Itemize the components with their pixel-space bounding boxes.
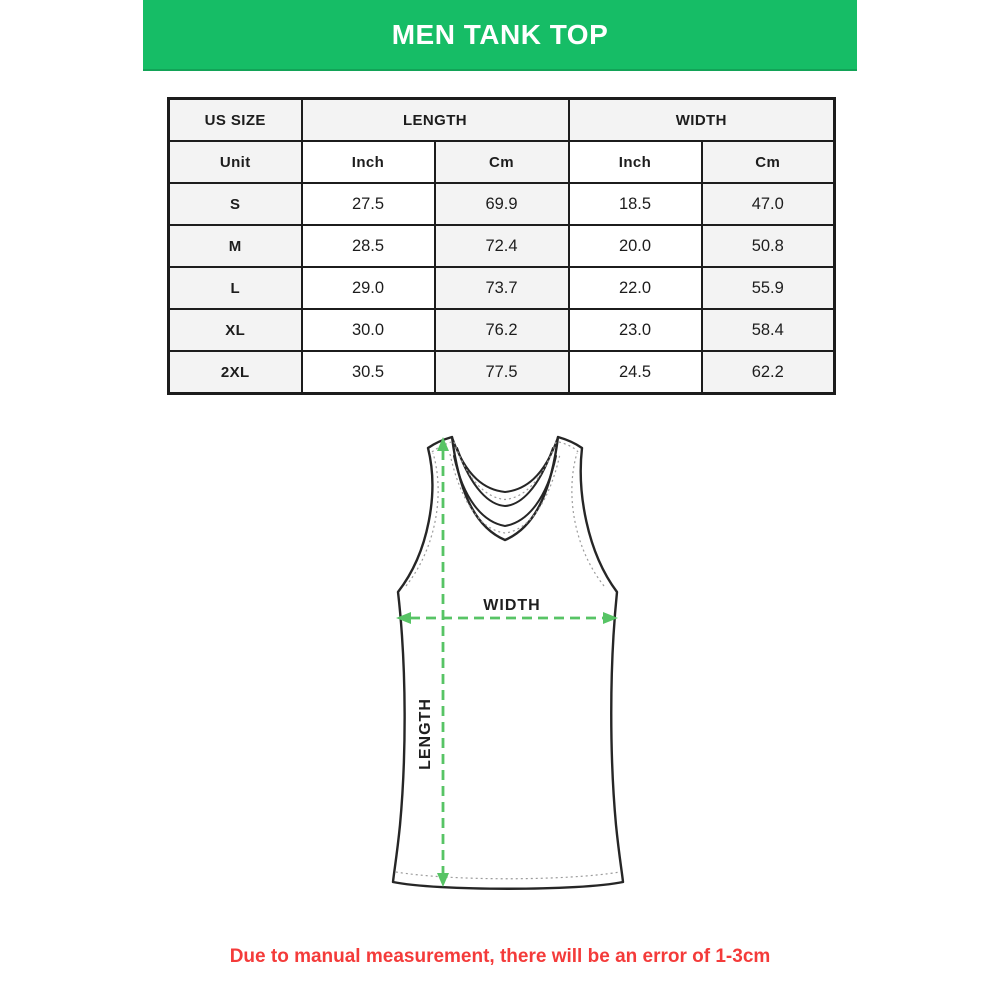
width-cm-cell: 47.0 [702,183,835,225]
length-inch-header: Inch [302,141,435,183]
size-cell: 2XL [169,351,302,394]
width-inch-cell: 20.0 [569,225,702,267]
size-cell: S [169,183,302,225]
table-row [169,183,835,225]
size-cell: L [169,267,302,309]
width-inch-header: Inch [569,141,702,183]
title-banner [143,0,857,71]
length-inch-cell: 30.5 [302,351,435,394]
table-row [169,225,835,267]
width-cm-cell: 50.8 [702,225,835,267]
width-inch-cell: 18.5 [569,183,702,225]
length-label: LENGTH [417,698,434,770]
length-cm-cell: 76.2 [435,309,569,351]
width-cm-cell: 62.2 [702,351,835,394]
length-cm-header: Cm [435,141,569,183]
table-row [169,309,835,351]
width-inch-cell: 23.0 [569,309,702,351]
unit-header: Unit [169,141,302,183]
length-inch-cell: 28.5 [302,225,435,267]
length-inch-cell: 30.0 [302,309,435,351]
size-cell: M [169,225,302,267]
width-cm-cell: 58.4 [702,309,835,351]
length-cm-cell: 73.7 [435,267,569,309]
length-cm-cell: 72.4 [435,225,569,267]
length-cm-cell: 69.9 [435,183,569,225]
length-header: LENGTH [302,99,569,142]
size-chart-table [167,97,836,395]
length-cm-cell: 77.5 [435,351,569,394]
measurement-disclaimer: Due to manual measurement, there will be an error of 1-3cm [229,946,771,967]
width-cm-header: Cm [702,141,835,183]
size-cell: XL [169,309,302,351]
width-cm-cell: 55.9 [702,267,835,309]
table-unit-row [169,141,835,183]
width-inch-cell: 22.0 [569,267,702,309]
length-inch-cell: 29.0 [302,267,435,309]
page-title: MEN TANK TOP [391,18,609,50]
table-group-header-row [169,99,835,142]
table-row [169,267,835,309]
width-inch-cell: 24.5 [569,351,702,394]
size-chart [167,97,833,395]
us-size-header: US SIZE [169,99,302,142]
tank-top-illustration [360,420,650,910]
width-label: WIDTH [483,597,541,614]
length-inch-cell: 27.5 [302,183,435,225]
width-header: WIDTH [569,99,835,142]
table-row [169,351,835,394]
